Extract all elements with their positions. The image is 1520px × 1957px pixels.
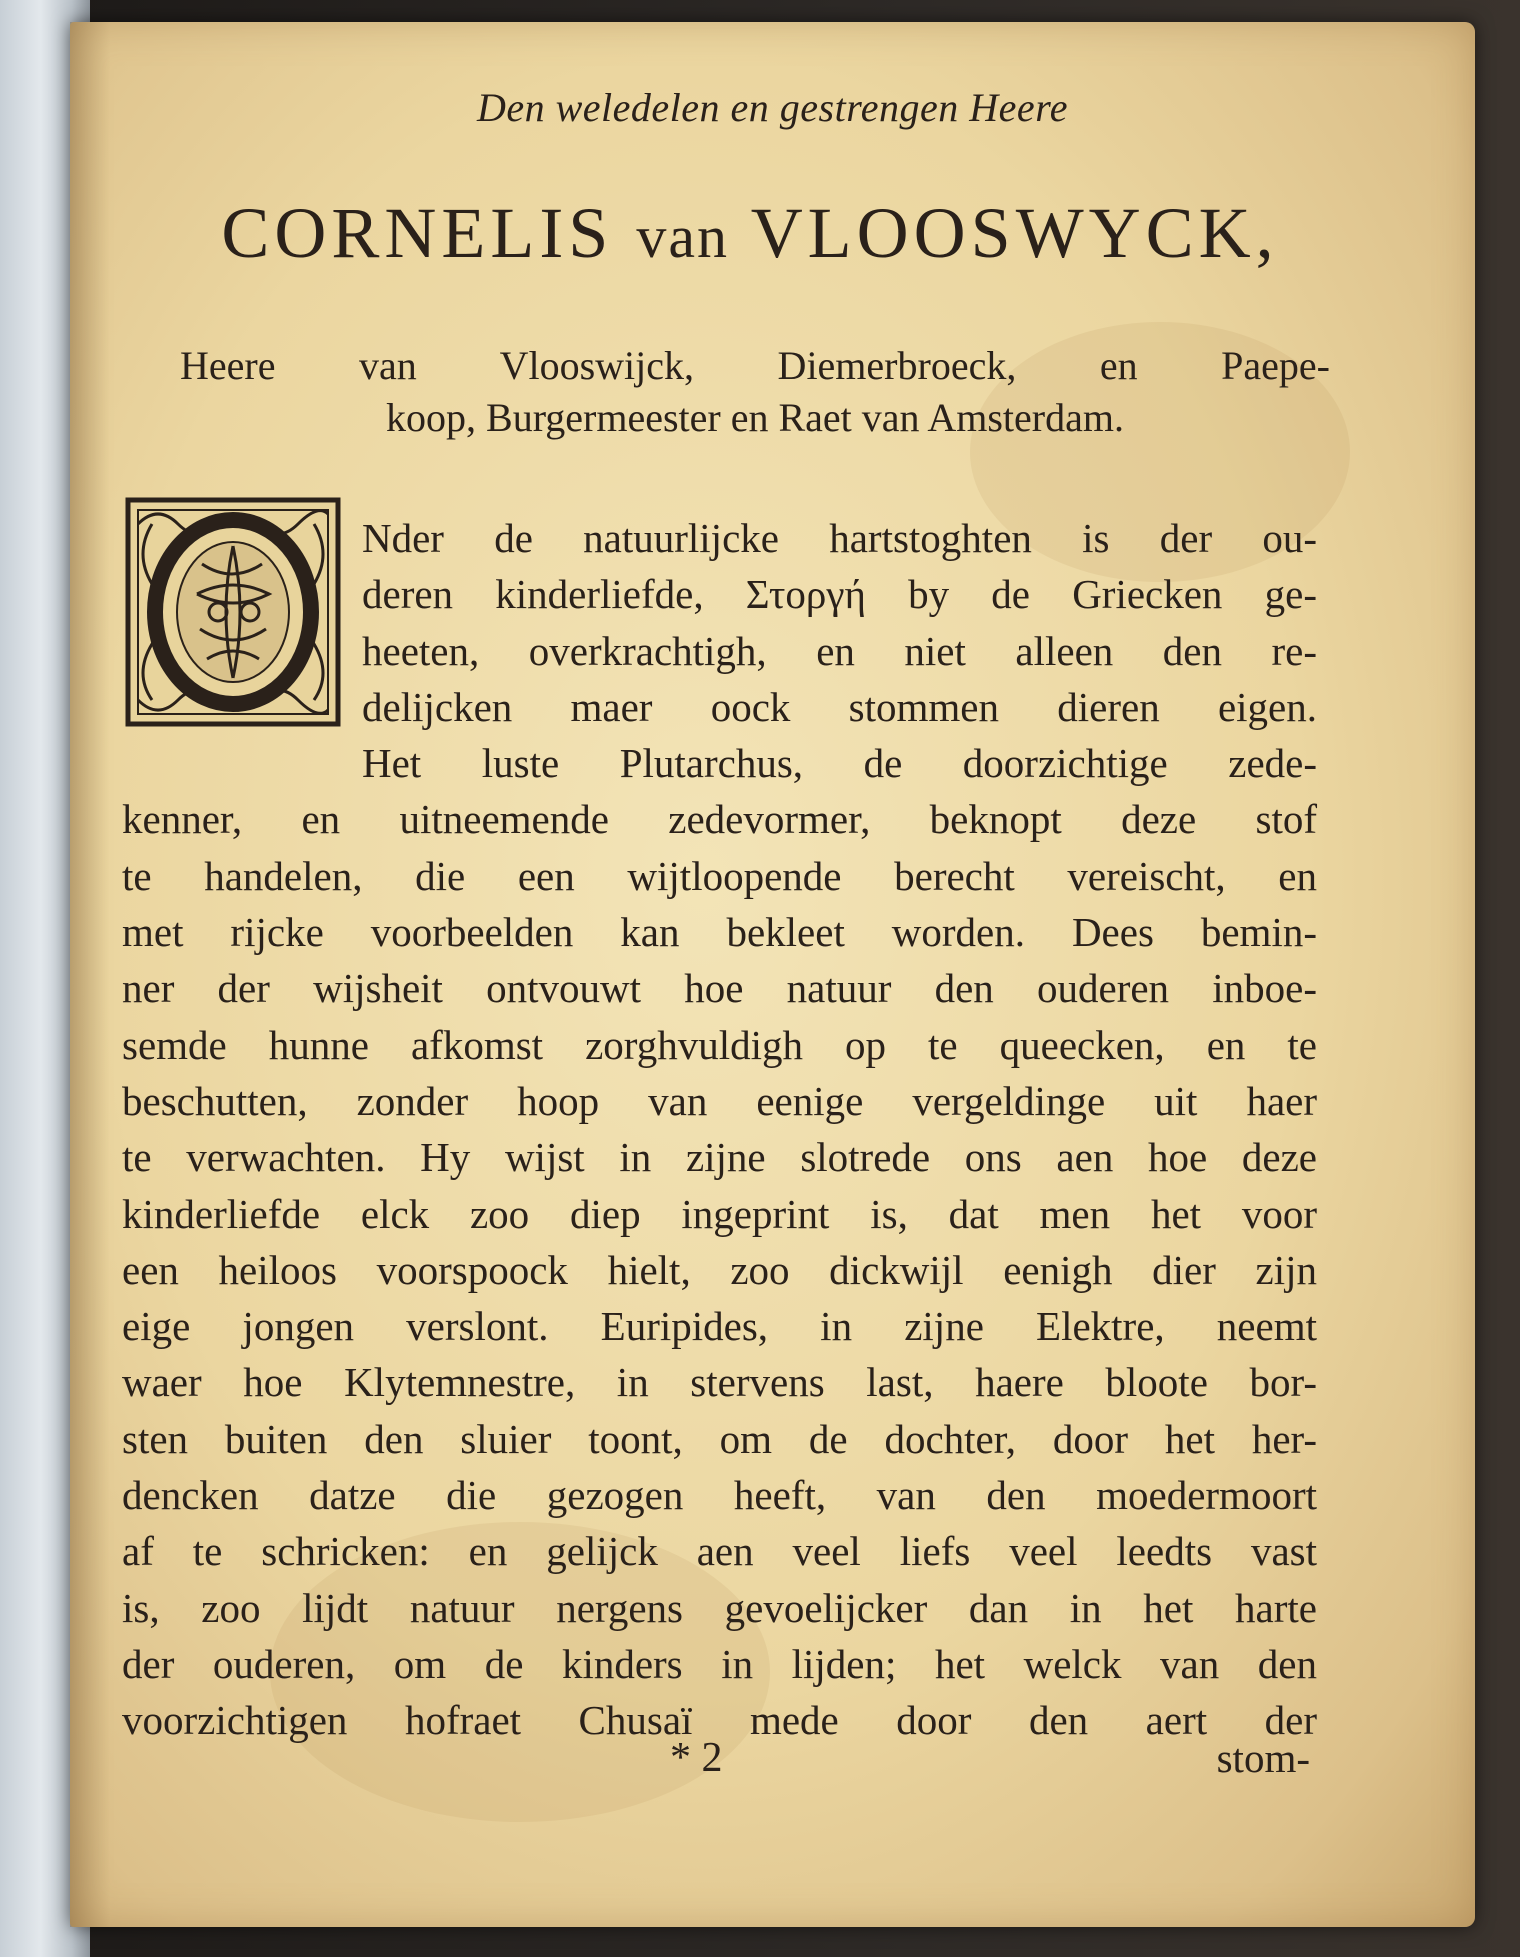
body-line: af te schricken: en gelijck aen veel liefs veel leedts vast [122,1528,1317,1575]
body-line: is, zoo lijdt natuur nergens gevoelijcker dan in het harte [122,1584,1317,1631]
body-line: heeten, overkrachtigh, en niet alleen den re- [362,627,1317,674]
body-line: een heiloos voorspoock hielt, zoo dickwijl eenigh dier zijn [122,1246,1317,1293]
body-line: delijcken maer oock stommen dieren eigen. [362,683,1317,730]
body-line: kinderliefde elck zoo diep ingeprint is, dat men het voor [122,1190,1317,1237]
title-connector: van [636,204,729,270]
body-line: der ouderen, om de kinders in lijden; het welck van den [122,1640,1317,1687]
body-line: Nder de natuurlijcke hartstoghten is der ou- [362,515,1317,561]
body-line: dencken datze die gezogen heeft, van den moedermoort [122,1472,1317,1519]
running-title: Den weledelen en gestrengen Heere [476,85,1069,130]
body-line: Het luste Plutarchus, de doorzichtige zede- [362,740,1317,787]
body-line: te verwachten. Hy wijst in zijne slotrede ons aen hoe deze [122,1134,1317,1181]
body-line: beschutten, zonder hoop van eenige vergeldinge uit haer [122,1077,1317,1124]
body-line: kenner, en uitneemende zedevormer, beknopt deze stof [122,796,1317,843]
body-line: eige jongen verslont. Euripides, in zijne Elektre, neemt [122,1303,1317,1350]
body-line: waer hoe Klytemnestre, in stervens last, haere bloote bor- [122,1359,1317,1406]
body-line: ner der wijsheit ontvouwt hoe natuur den ouderen inboe- [122,965,1317,1012]
body-line: sten buiten den sluier toont, om de dochter, door het her- [122,1415,1317,1462]
dedication-subtitle [180,340,1330,444]
body-text [122,510,1317,1749]
signature-mark: * 2 [670,1735,723,1781]
page-title [70,192,1430,275]
title-surname: VLOOSWYCK, [750,193,1279,273]
body-line: te handelen, die een wijtloopende berecht vereischt, en [122,852,1317,899]
body-line: semde hunne afkomst zorghvuldigh op te queecken, en te [122,1021,1317,1068]
body-line: voorzichtigen hofraet Chusaï mede door den aert der [122,1697,1317,1744]
title-first-name: CORNELIS [221,193,614,273]
body-line: deren kinderliefde, Στοργή by de Griecken ge- [362,571,1317,618]
subtitle-line: Heere van Vlooswijck, Diemerbroeck, en Paepe- [180,343,1330,388]
catchword: stom- [1216,1735,1310,1781]
body-line: met rijcke voorbeelden kan bekleet worden. Dees bemin- [122,909,1317,956]
subtitle-line: koop, Burgermeester en Raet van Amsterdam. [386,395,1124,440]
book-page [70,22,1475,1927]
gutter-shadow [70,22,110,1927]
